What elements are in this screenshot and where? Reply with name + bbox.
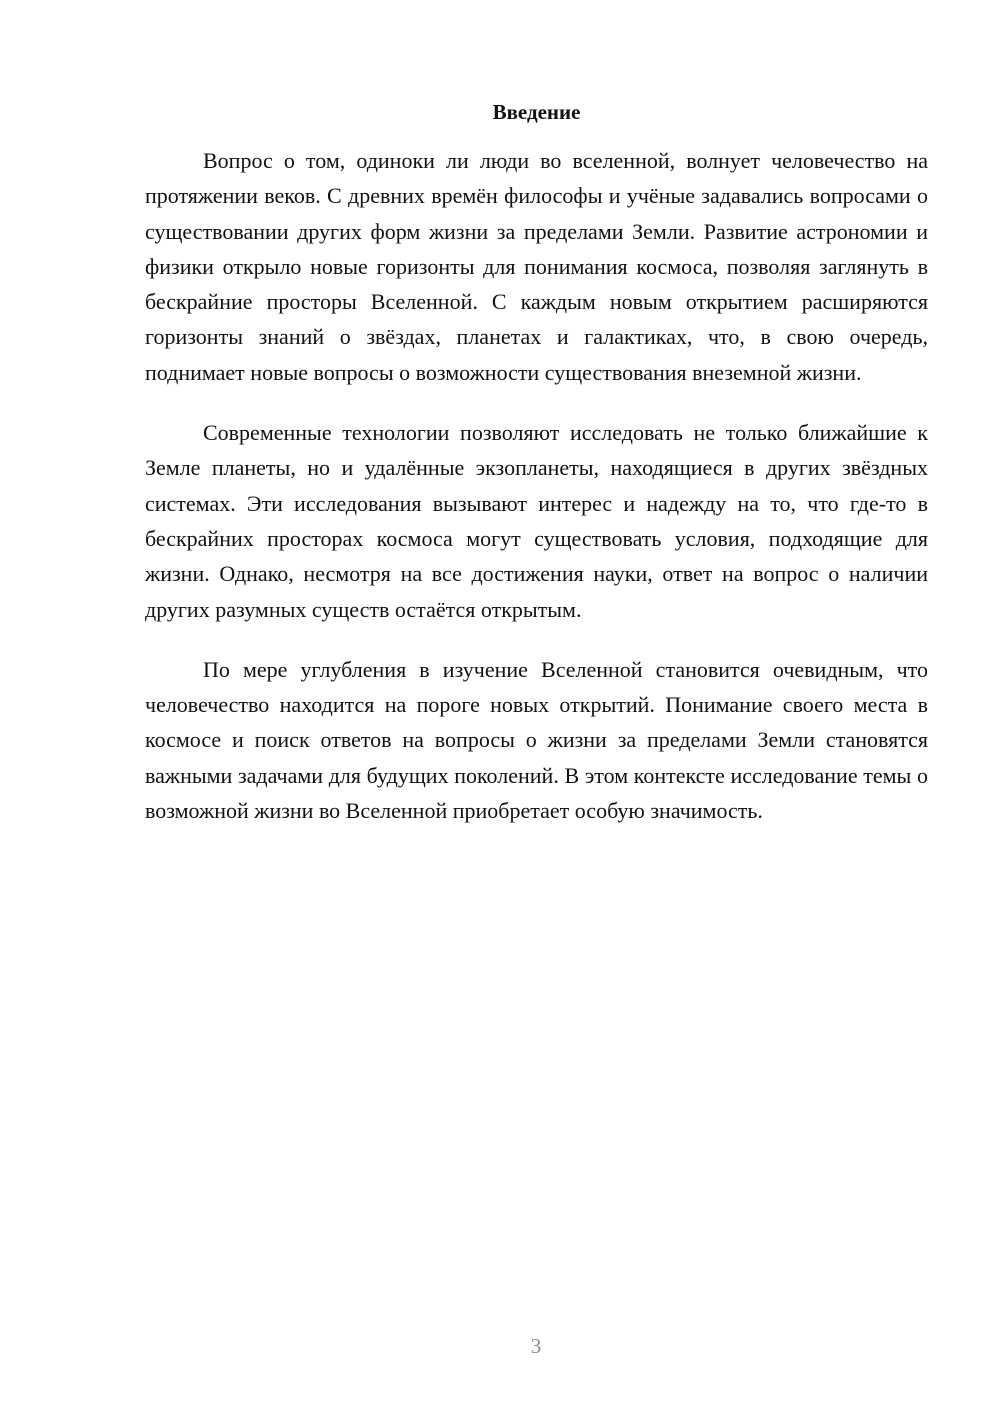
paragraph-1: Вопрос о том, одиноки ли люди во вселенной, волнует человечество на протяжении веков. С древних времён философы и учёные задавались вопросами о существовании других форм жизни за пределами Земли. Развитие астрономии и физики открыло новые горизонты для понимания космоса, позволяя заглянуть в бескрайние просторы Вселенной. С каждым новым открытием расширяются горизонты знаний о звёздах, планетах и галактиках, что, в свою очередь, поднимает новые вопросы о возможности существования внеземной жизни. — [145, 148, 928, 385]
paragraph-2: Современные технологии позволяют исследовать не только ближайшие к Земле планеты, но и удалённые экзопланеты, находящиеся в других звёздных системах. Эти исследования вызывают интерес и надежду на то, что где-то в бескрайних просторах космоса могут существовать условия, подходящие для жизни. Однако, несмотря на все достижения науки, ответ на вопрос о наличии других разумных существ остаётся открытым. — [145, 420, 928, 622]
section-heading: Введение — [492, 100, 581, 124]
page-number: 3 — [530, 1334, 542, 1358]
body-text — [145, 143, 928, 853]
paragraph-3: По мере углубления в изучение Вселенной становится очевидным, что человечество находится на пороге новых открытий. Понимание своего места в космосе и поиск ответов на вопросы о жизни за пределами Земли становятся важными задачами для будущих поколений. В этом контексте исследование темы о возможной жизни во Вселенной приобретает особую значимость. — [145, 656, 928, 824]
